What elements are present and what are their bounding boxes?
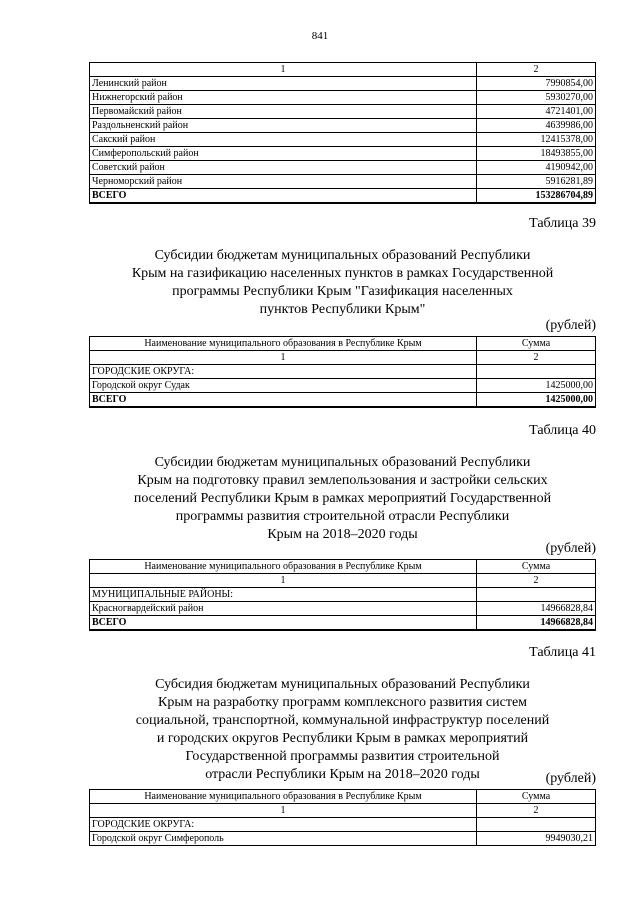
empty-cell [477, 588, 596, 602]
total-row [90, 189, 596, 204]
title-line: Крым на подготовку правил землепользования и застройки сельских [137, 473, 548, 488]
table-41-unit: (рублей) [545, 771, 596, 786]
table-39-unit: (рублей) [545, 318, 596, 333]
table-row [90, 147, 596, 161]
table-row [90, 379, 596, 393]
table-row [90, 91, 596, 105]
table-41-title [89, 676, 596, 784]
total-amount: 153286704,89 [477, 189, 596, 204]
col-header-name: Наименование муниципального образования в Республике Крым [90, 337, 477, 351]
title-line: отрасли Республики Крым на 2018–2020 годы [205, 767, 480, 782]
col-header-name: Наименование муниципального образования в Республике Крым [90, 790, 477, 804]
row-amount: 1425000,00 [477, 379, 596, 393]
col-header-sum: Сумма [477, 337, 596, 351]
table-40-unit: (рублей) [545, 541, 596, 556]
column-number-row [90, 574, 596, 588]
row-amount: 4721401,00 [477, 105, 596, 119]
total-amount: 1425000,00 [477, 393, 596, 408]
column-header-row [90, 337, 596, 351]
table-row [90, 602, 596, 616]
total-label: ВСЕГО [90, 393, 477, 408]
title-line: Крым на разработку программ комплексного развития систем [157, 695, 528, 710]
col-number-2: 2 [477, 574, 596, 588]
title-line: социальной, транспортной, коммунальной инфраструктур поселений [135, 713, 550, 728]
table-39-label: Таблица 39 [529, 216, 596, 231]
continued-table [89, 62, 596, 204]
table-41 [89, 789, 596, 846]
total-label: ВСЕГО [90, 616, 477, 631]
column-number-row [90, 351, 596, 365]
title-line: Крым на газификацию населенных пунктов в рамках Государственной [131, 266, 554, 281]
group-row [90, 818, 596, 832]
title-line: Субсидии бюджетам муниципальных образований Республики [154, 248, 531, 263]
col-header-name: Наименование муниципального образования в Республике Крым [90, 560, 477, 574]
table-39 [89, 336, 596, 408]
group-row [90, 365, 596, 379]
title-line: Субсидии бюджетам муниципальных образований Республики [154, 455, 531, 470]
column-number-row [90, 804, 596, 818]
title-line: и городских округов Республики Крым в рамках мероприятий [156, 731, 529, 746]
col-header-sum: Сумма [477, 560, 596, 574]
row-name: Раздольненский район [90, 119, 477, 133]
row-name: Городской округ Судак [90, 379, 477, 393]
column-header-row [90, 790, 596, 804]
table-row [90, 175, 596, 189]
total-row [90, 393, 596, 408]
row-amount: 14966828,84 [477, 602, 596, 616]
col-number-2: 2 [477, 63, 596, 77]
col-number-1: 1 [90, 574, 477, 588]
table-39-title [89, 247, 596, 319]
row-name: Красногвардейский район [90, 602, 477, 616]
row-name: Ленинский район [90, 77, 477, 91]
row-name: Симферопольский район [90, 147, 477, 161]
total-label: ВСЕГО [90, 189, 477, 204]
row-name: Нижнегорский район [90, 91, 477, 105]
empty-cell [477, 818, 596, 832]
table-40 [89, 559, 596, 631]
row-name: Черноморский район [90, 175, 477, 189]
row-amount: 4639986,00 [477, 119, 596, 133]
table-row [90, 105, 596, 119]
title-line: программы Республики Крым "Газификация населенных [172, 284, 513, 299]
group-row [90, 588, 596, 602]
table-row [90, 77, 596, 91]
row-name: Сакский район [90, 133, 477, 147]
row-amount: 5916281,89 [477, 175, 596, 189]
title-line: Крым на 2018–2020 годы [267, 527, 418, 542]
col-number-1: 1 [90, 351, 477, 365]
group-label: МУНИЦИПАЛЬНЫЕ РАЙОНЫ: [90, 588, 477, 602]
title-line: программы развития строительной отрасли Республики [175, 509, 510, 524]
table-40-label: Таблица 40 [529, 423, 596, 438]
col-number-1: 1 [90, 804, 477, 818]
row-amount: 18493855,00 [477, 147, 596, 161]
row-name: Городской округ Симферополь [90, 832, 477, 846]
table-40-title [89, 454, 596, 544]
page-number: 841 [311, 30, 329, 42]
row-amount: 12415378,00 [477, 133, 596, 147]
total-amount: 14966828,84 [477, 616, 596, 631]
empty-cell [477, 365, 596, 379]
table-row [90, 161, 596, 175]
table-row [90, 133, 596, 147]
group-label: ГОРОДСКИЕ ОКРУГА: [90, 818, 477, 832]
row-amount: 5930270,00 [477, 91, 596, 105]
title-line: пунктов Республики Крым" [259, 302, 426, 317]
total-row [90, 616, 596, 631]
col-number-2: 2 [477, 804, 596, 818]
table-row [90, 119, 596, 133]
title-line: поселений Республики Крым в рамках мероприятий Государственной [133, 491, 552, 506]
col-number-1: 1 [90, 63, 477, 77]
table-header-row [90, 63, 596, 77]
title-line: Субсидия бюджетам муниципальных образований Республики [155, 677, 530, 692]
row-amount: 4190942,00 [477, 161, 596, 175]
table-41-label: Таблица 41 [529, 645, 596, 660]
title-line: Государственной программы развития строительной [185, 749, 500, 764]
row-amount: 7990854,00 [477, 77, 596, 91]
table-row [90, 832, 596, 846]
col-number-2: 2 [477, 351, 596, 365]
column-header-row [90, 560, 596, 574]
col-header-sum: Сумма [477, 790, 596, 804]
row-amount: 9949030,21 [477, 832, 596, 846]
row-name: Первомайский район [90, 105, 477, 119]
group-label: ГОРОДСКИЕ ОКРУГА: [90, 365, 477, 379]
row-name: Советский район [90, 161, 477, 175]
